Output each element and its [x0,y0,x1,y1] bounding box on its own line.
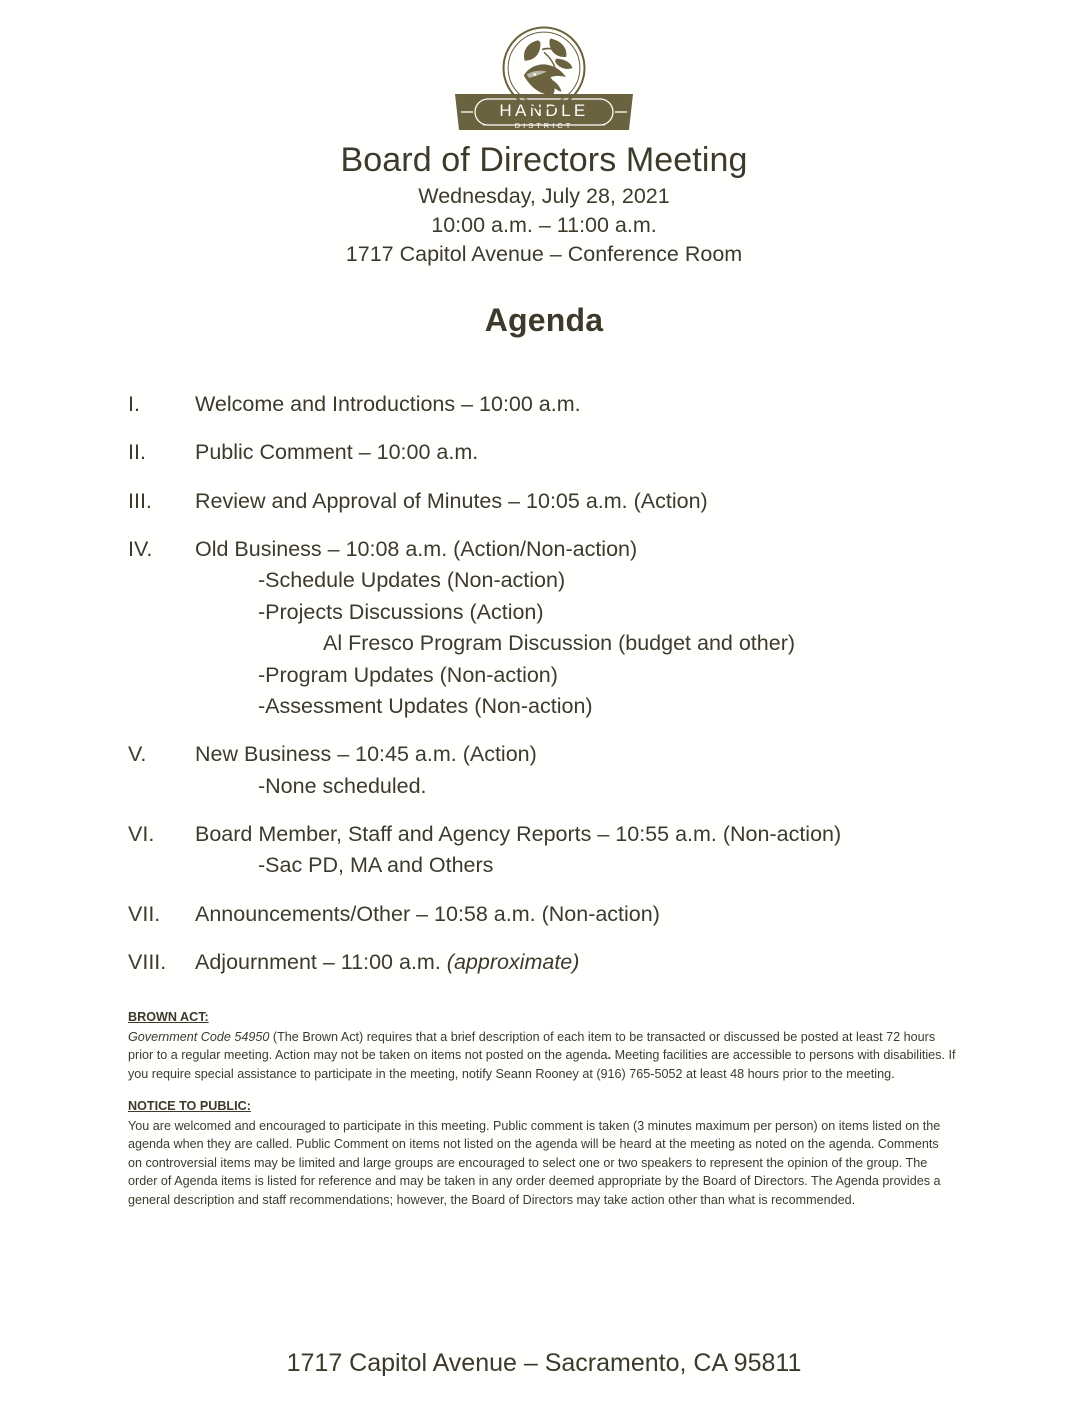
agenda-numeral: VI. [128,821,155,846]
agenda-item-text-main: Adjournment – 11:00 a.m. [195,950,447,975]
logo-sub-text: DISTRICT [514,121,574,130]
agenda-item-text: New Business – 10:45 a.m. (Action) [195,742,537,767]
agenda-subitem: -Schedule Updates (Non-action) [258,568,566,593]
document-footer: 1717 Capitol Avenue – Sacramento, CA 95811 [286,1349,802,1377]
agenda-item [128,440,988,465]
agenda-item [128,537,988,719]
agenda-numeral: III. [128,488,152,513]
agenda-subitem: -Program Updates (Non-action) [258,662,558,687]
agenda-numeral: I. [128,392,140,416]
meeting-time: 10:00 a.m. – 11:00 a.m. [431,212,657,237]
agenda-numeral: IV. [128,537,153,562]
brown-act-body [128,1028,956,1084]
bird-and-leaf-emblem-icon [498,22,590,114]
agenda-subitem: -Sac PD, MA and Others [258,853,494,878]
agenda-item-text: Review and Approval of Minutes – 10:05 a.m. (Action) [195,488,708,513]
meeting-date: Wednesday, July 28, 2021 [418,184,670,209]
notice-to-public-body: You are welcomed and encouraged to participate in this meeting. Public comment is taken (3 minutes maximum per person) on items listed on the agenda when they are called. Public Comment on items not listed on the agenda will be heard at the meeting as noted on the agenda. Comments on controversial items may be limited and large groups are encouraged to select one or two speakers to represent the opinion of the group. The order of Agenda items is listed for reference and may be taken in any order deemed appropriate by the Board of Directors. The Agenda provides a general description and staff recommendations; however, the Board of Directors may take action other than what is recommended. [128,1118,941,1207]
agenda-subitem: Al Fresco Program Discussion (budget and other) [323,631,796,656]
agenda-item [128,950,988,975]
agenda-item-text: Announcements/Other – 10:58 a.m. (Non-action) [195,901,660,926]
agenda-subitem: -Assessment Updates (Non-action) [258,693,593,718]
agenda-item-text-italic: (approximate) [446,950,580,975]
agenda-item-text: Board Member, Staff and Agency Reports – 10:55 a.m. (Non-action) [195,821,842,846]
agenda-item [128,489,988,514]
footnotes [128,1008,956,1223]
agenda-numeral: VIII. [128,950,167,975]
notice-to-public-heading: NOTICE TO PUBLIC: [128,1099,251,1113]
document-header [0,140,1088,269]
meeting-location: 1717 Capitol Avenue – Conference Room [345,241,743,266]
agenda-item-text [195,950,988,975]
agenda-list [128,392,988,998]
agenda-numeral: VII. [128,901,161,926]
agenda-numeral: V. [128,742,147,767]
agenda-heading: Agenda [484,302,604,338]
notice-to-public-block [128,1097,956,1209]
brown-act-text-1: (The Brown Act) requires that a brief description of each item to be transacted or discussed be posted at least 72 hours prior to a regular meeting. Action may not be taken on items not posted on the agenda [128,1029,936,1062]
page-title: Board of Directors Meeting [340,141,748,179]
agenda-subitem: -Projects Discussions (Action) [258,599,544,624]
brown-act-bold-period: . [607,1048,612,1062]
agenda-item-text: Old Business – 10:08 a.m. (Action/Non-action) [195,537,638,562]
agenda-item-text: Welcome and Introductions – 10:00 a.m. [195,392,581,416]
agenda-item [128,742,988,799]
handle-district-logo [0,22,1088,136]
agenda-item [128,822,988,879]
agenda-numeral: II. [128,440,146,465]
brown-act-citation: Government Code 54950 [128,1029,270,1044]
agenda-item [128,902,988,927]
brown-act-text-2: Meeting facilities are accessible to persons with disabilities. If you require special assistance to participate in the meeting, notify Seann Rooney at (916) 765-5052 at least 48 hours prior to the meeting. [128,1048,956,1081]
agenda-subitem: -None scheduled. [258,773,427,798]
agenda-item-text: Public Comment – 10:00 a.m. [195,440,479,465]
brown-act-block [128,1008,956,1083]
logo-name-text: HANDLE [499,101,589,120]
brown-act-heading: BROWN ACT: [128,1010,209,1024]
agenda-item [128,392,988,417]
